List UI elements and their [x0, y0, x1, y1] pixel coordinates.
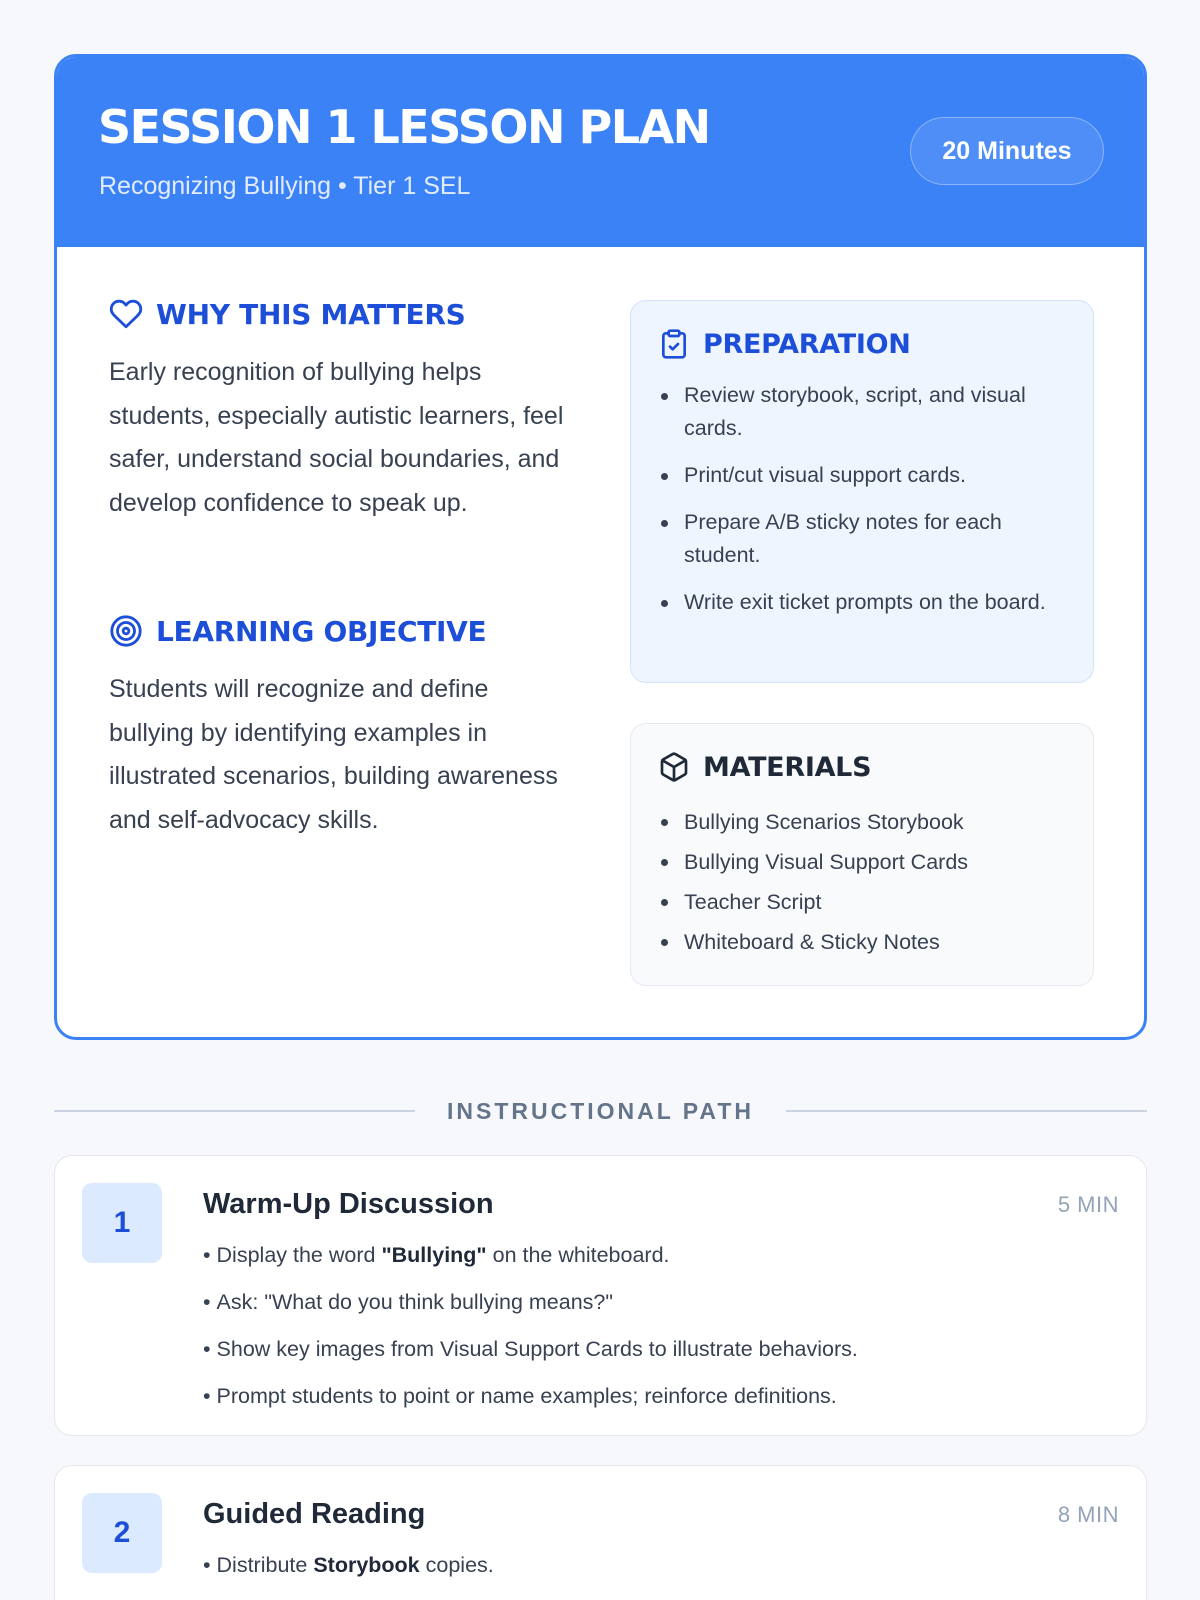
why-heading-label: WHY THIS MATTERS — [156, 297, 466, 331]
list-item: • Display the word "Bullying" on the whiteboard. — [203, 1243, 670, 1267]
preparation-heading-label: PREPARATION — [703, 328, 911, 360]
step-card-guided-reading — [54, 1465, 1147, 1600]
list-item: • Ask: "What do you think bullying means?" — [203, 1290, 614, 1314]
page-subtitle: Recognizing Bullying • Tier 1 SEL — [99, 172, 471, 200]
page-title: SESSION 1 LESSON PLAN — [98, 100, 710, 154]
list-item: Bullying Scenarios Storybook — [658, 802, 1073, 842]
instructional-path-label: INSTRUCTIONAL PATH — [447, 1098, 754, 1124]
clipboard-check-icon — [658, 328, 690, 360]
heart-icon — [109, 297, 143, 331]
preparation-heading — [658, 328, 911, 360]
step-title: Guided Reading — [203, 1498, 426, 1530]
materials-box — [630, 723, 1094, 986]
divider-line — [786, 1110, 1147, 1112]
list-item: Teacher Script — [658, 882, 1073, 922]
materials-list — [658, 802, 1073, 962]
list-item: Print/cut visual support cards. — [658, 459, 1073, 492]
target-icon — [109, 614, 143, 648]
box-icon — [658, 751, 690, 783]
list-item: Prepare A/B sticky notes for each student. — [658, 506, 1073, 572]
preparation-box — [630, 300, 1094, 683]
objective-text: Students will recognize and define bullying by identifying examples in illustrated scenarios, building awareness and self-advocacy skills. — [109, 675, 558, 834]
step-duration: 8 MIN — [1057, 1502, 1119, 1527]
preparation-list — [658, 379, 1073, 633]
list-item: Whiteboard & Sticky Notes — [658, 922, 1073, 962]
objective-heading — [109, 614, 486, 648]
list-item: • Show key images from Visual Support Cards to illustrate behaviors. — [203, 1337, 858, 1361]
step-duration: 5 MIN — [1057, 1192, 1119, 1217]
lesson-plan-card — [54, 54, 1147, 1040]
lesson-plan-header — [57, 57, 1144, 247]
step-card-warm-up — [54, 1155, 1147, 1436]
why-text: Early recognition of bullying helps students, especially autistic learners, feel safer, understand social boundaries, and develop confidence to speak up. — [109, 358, 564, 517]
list-item: • Distribute Storybook copies. — [203, 1553, 494, 1577]
list-item: • Prompt students to point or name examples; reinforce definitions. — [203, 1384, 837, 1408]
list-item: Bullying Visual Support Cards — [658, 842, 1073, 882]
list-item: Write exit ticket prompts on the board. — [658, 586, 1073, 619]
materials-heading-label: MATERIALS — [703, 751, 872, 783]
why-heading — [109, 297, 465, 331]
step-points — [203, 1542, 1116, 1589]
objective-heading-label: LEARNING OBJECTIVE — [156, 614, 487, 648]
step-title: Warm-Up Discussion — [203, 1188, 494, 1220]
step-number-badge: 1 — [82, 1183, 162, 1263]
step-points — [203, 1232, 1116, 1420]
instructional-path-divider — [54, 1095, 1147, 1127]
step-number-badge: 2 — [82, 1493, 162, 1573]
duration-badge: 20 Minutes — [910, 117, 1104, 185]
list-item: Review storybook, script, and visual cards. — [658, 379, 1073, 445]
materials-heading — [658, 751, 871, 783]
